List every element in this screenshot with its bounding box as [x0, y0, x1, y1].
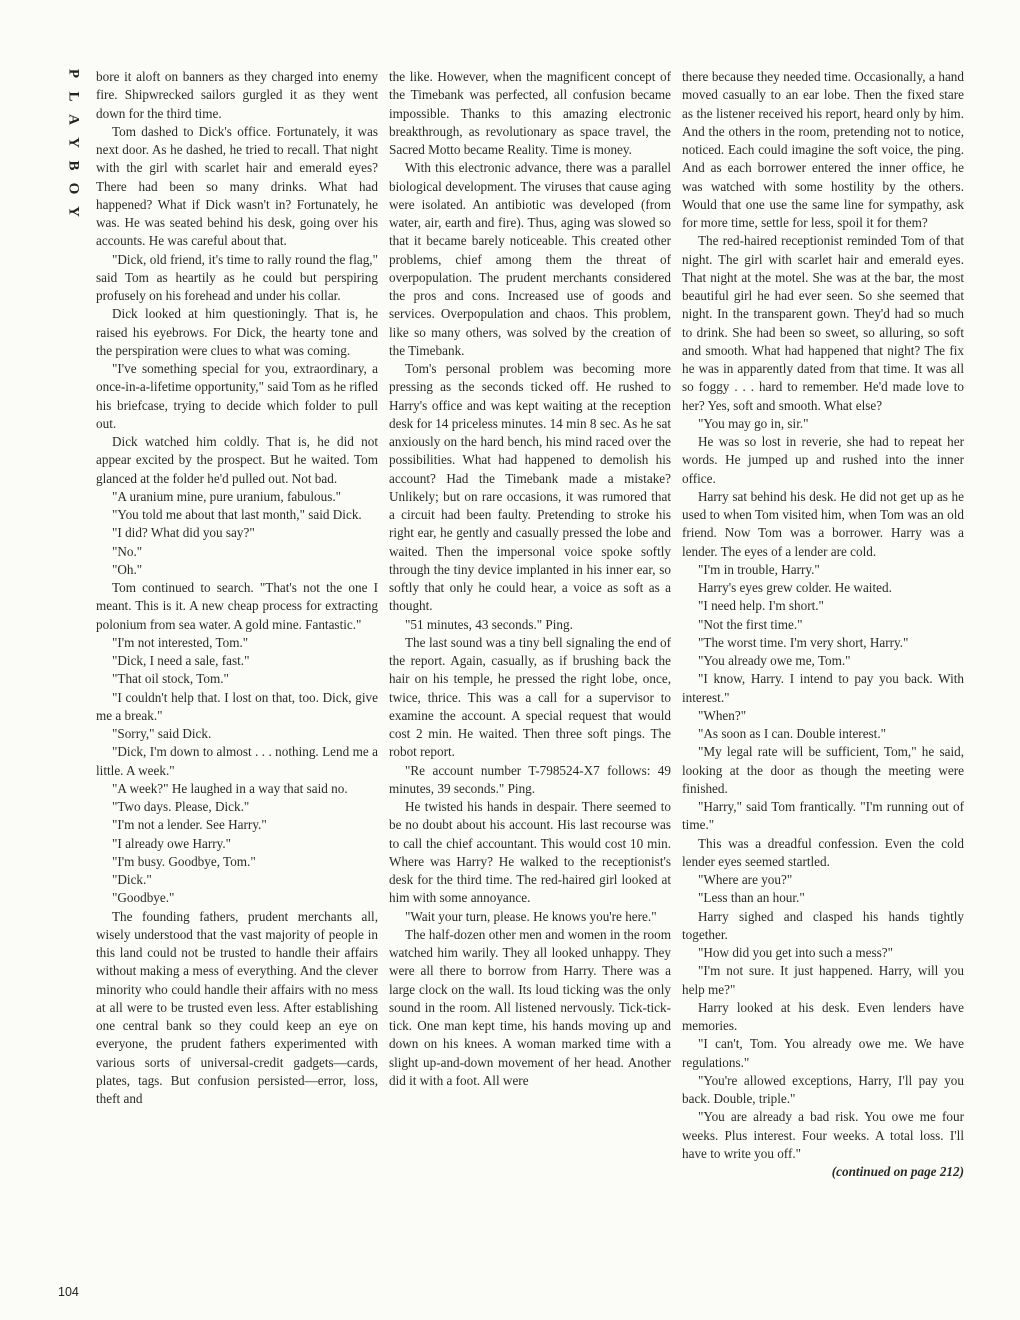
paragraph: bore it aloft on banners as they charged into enemy fire. Shipwrecked sailors gurgled it as they went down for the third time. [96, 69, 378, 121]
paragraph: "I did? What did you say?" [112, 525, 255, 541]
paragraph: He twisted his hands in despair. There seemed to be no doubt about his account. His last recourse was to call the chief accountant. This would cost 10 min. Where was Harry? He walked to the receptionist's desk for the third time. The red-haired girl looked at him with some annoyance. [389, 799, 671, 906]
paragraph: "My legal rate will be sufficient, Tom," he said, looking at the door as though the meeting were finished. [682, 744, 964, 796]
masthead-letter: L [65, 91, 82, 102]
masthead-letter: B [65, 160, 82, 171]
paragraph: "Not the first time." [698, 616, 803, 632]
paragraph: "Re account number T-798524-X7 follows: 49 minutes, 39 seconds." Ping. [389, 762, 671, 796]
paragraph: With this electronic advance, there was a parallel biological development. The viruses that cause aging were isolated. An antibiotic was developed (from water, air, earth and fire). Thus, aging was slowed so that it became barely noticeable. This created other problems, chief among them the threat of overpopulation. The prudent merchants considered the pros and cons. Increased use of goods and services. Overpopulation and chaos. This problem, like so many others, was solved by the creation of the Timebank. [389, 160, 671, 358]
paragraph: "Dick." [112, 872, 152, 887]
paragraph: Tom continued to search. "That's not the one I meant. This is it. A new cheap process for extracting polonium from sea water. A gold mine. Fantastic." [96, 580, 378, 632]
continuation-note: (continued on page 212) [831, 1164, 964, 1179]
page-number: 104 [58, 1285, 79, 1299]
paragraph: "I need help. I'm short." [698, 598, 824, 614]
text-column-1 [96, 68, 378, 1108]
paragraph: This was a dreadful confession. Even the cold lender eyes seemed startled. [682, 835, 964, 869]
paragraph: "Wait your turn, please. He knows you're here." [405, 908, 657, 924]
masthead-letter: Y [65, 206, 82, 217]
paragraph: "You told me about that last month," said Dick. [112, 507, 362, 522]
paragraph: "The worst time. I'm very short, Harry." [698, 634, 909, 650]
paragraph: "No." [112, 543, 143, 559]
magazine-name [60, 62, 82, 223]
paragraph: "I'm not interested, Tom." [112, 634, 249, 650]
paragraph: "I'm busy. Goodbye, Tom." [112, 853, 256, 869]
paragraph: "How did you get into such a mess?" [698, 945, 893, 960]
paragraph: Harry's eyes grew colder. He waited. [698, 580, 892, 595]
paragraph: "I'm in trouble, Harry." [698, 561, 820, 577]
paragraph: "51 minutes, 43 seconds." Ping. [405, 616, 573, 632]
paragraph: "Oh." [112, 561, 143, 577]
text-column-2 [389, 68, 671, 1090]
paragraph: "Less than an hour." [698, 890, 805, 906]
paragraph: "A uranium mine, pure uranium, fabulous." [112, 488, 342, 504]
paragraph: there because they needed time. Occasionally, a hand moved casually to an ear lobe. Then the fixed stare as the listener received his report, heard only by him. And the others in the room, pretending not to notice, noticed. Each could imagine the soft voice, the ping. And as each borrower entered the inner office, he was watched with some hostility by the others. Would that one use the same line for sympathy, ask for more time, settle for less, spoil it for them? [682, 69, 964, 230]
paragraph: "Dick, I need a sale, fast." [112, 653, 250, 668]
paragraph: "Sorry," said Dick. [112, 726, 212, 741]
paragraph: "I can't, Tom. You already owe me. We have regulations." [682, 1036, 964, 1070]
paragraph: "Dick, I'm down to almost . . . nothing. Lend me a little. A week." [96, 744, 378, 778]
paragraph: "You're allowed exceptions, Harry, I'll pay you back. Double, triple." [682, 1072, 964, 1106]
paragraph: the like. However, when the magnificent concept of the Timebank was perfected, all confusion became impossible. Thanks to this amazing electronic breakthrough, as revolutionary as space travel, the Sacred Motto became Reality. Time is money. [389, 69, 671, 157]
paragraph: He was so lost in reverie, she had to repeat her words. He jumped up and rushed into the inner office. [682, 434, 964, 486]
masthead-letter: A [65, 114, 82, 125]
paragraph: The founding fathers, prudent merchants all, wisely understood that the vast majority of people in this land could not be trusted to handle their affairs without making a mess of everything. And the clever minority who could handle their affairs with no mess at all were to be trusted even less. After establishing one central bank so they could keep an eye on everyone, the prudent fathers experimented with various sorts of universal-credit gadgets—cards, plates, tags. But confusion persisted—error, loss, theft and [96, 908, 378, 1106]
masthead-letter: O [65, 182, 82, 195]
paragraph: Tom's personal problem was becoming more pressing as the seconds ticked off. He rushed to Harry's office and was kept waiting at the reception desk for 14 priceless minutes. 14 min 8 sec. As he sat anxiously on the hard bench, his mind raced over the possibilities. What had happened to demolish his account? Had the Timebank made a mistake? Unlikely; but on rare occasions, it was rumored that a circuit had been faulty. Pretending to stroke his right ear, he gently and casually pressed the lobe and waited. Then the impersonal voice spoke softly through the tiny device implanted in his inner ear, so softly that only he could hear, a voice as soft as a thought. [389, 361, 671, 614]
paragraph: The red-haired receptionist reminded Tom of that night. The girl with scarlet hair and emerald eyes. That night at the motel. She was at the bar, the most beautiful girl he had ever seen. So she seemed that night. In the transparent gown. They'd had so much to drink. She had been so sweet, so alluring, so soft and smooth. What had happened that night? The fix he was in apparently dated from that time. It was all so foggy . . . hard to remember. He'd made love to her? Yes, soft and smooth. What else? [682, 233, 964, 413]
masthead-letter: P [65, 68, 82, 79]
paragraph: "I couldn't help that. I lost on that, too. Dick, give me a break." [96, 689, 378, 723]
paragraph: Tom dashed to Dick's office. Fortunately, it was next door. As he dashed, he tried to recall. That night with the girl with scarlet hair and emerald eyes? There had been so many drinks. What had happened? What if Dick wasn't in? Fortunately, he was. He was seated behind his desk, going over his accounts. He was careful about that. [96, 123, 378, 249]
text-column-3 [682, 68, 964, 1181]
paragraph: "I already owe Harry." [112, 835, 232, 851]
paragraph: Dick looked at him questioningly. That is, he raised his eyebrows. For Dick, the hearty tone and the perspiration were clues to what was coming. [96, 306, 378, 358]
paragraph: "I know, Harry. I intend to pay you back. With interest." [682, 671, 964, 705]
paragraph: "Two days. Please, Dick." [112, 799, 250, 814]
masthead-letter: Y [65, 137, 82, 148]
paragraph: "When?" [698, 707, 747, 723]
paragraph: "As soon as I can. Double interest." [698, 726, 887, 741]
paragraph: "Dick, old friend, it's time to rally round the flag," said Tom as heartily as he could but perspiring profusely on his forehead and under his collar. [96, 251, 378, 303]
paragraph: The half-dozen other men and women in the room watched him warily. They all looked unhappy. They were all there to borrow from Harry. There was a large clock on the wall. Its loud ticking was the only sound in the room. All listened nervously. Tick-tick-tick. One man kept time, his hands moving up and down on his knees. A woman marked time with a slight up-and-down movement of her head. Another did it with a foot. All were [389, 926, 671, 1088]
paragraph: Harry sat behind his desk. He did not get up as he used to when Tom visited him, when Tom was an old friend. Now Tom was a borrower. Harry was a lender. The eyes of a lender are cold. [682, 488, 964, 559]
paragraph: "You are already a bad risk. You owe me four weeks. Plus interest. Four weeks. A total loss. I'll have to write you off." [682, 1109, 964, 1161]
paragraph: "That oil stock, Tom." [112, 671, 229, 687]
paragraph: "I'm not a lender. See Harry." [112, 817, 267, 833]
paragraph: Harry looked at his desk. Even lenders have memories. [682, 999, 964, 1033]
paragraph: Harry sighed and clasped his hands tightly together. [682, 908, 964, 942]
paragraph: "Harry," said Tom frantically. "I'm running out of time." [682, 799, 964, 833]
paragraph: "Where are you?" [698, 872, 793, 887]
paragraph: "You may go in, sir." [698, 415, 809, 431]
paragraph: "I'm not sure. It just happened. Harry, will you help me?" [682, 963, 964, 997]
paragraph: "I've something special for you, extraordinary, a once-in-a-lifetime opportunity," said Tom as he rifled his briefcase, trying to decide which folder to pull out. [96, 361, 378, 431]
paragraph: "Goodbye." [112, 890, 175, 906]
paragraph: "You already owe me, Tom." [698, 653, 851, 668]
paragraph: "A week?" He laughed in a way that said no. [112, 780, 348, 796]
paragraph: The last sound was a tiny bell signaling the end of the report. Again, casually, as if brushing back the hair on his temple, he pressed the right lobe, once, twice, thrice. This was a call for a supervisor to examine the account. A special request that would cost 2 min. He waited. Then three soft pings. The robot report. [389, 634, 671, 760]
paragraph: Dick watched him coldly. That is, he did not appear excited by the prospect. But he waited. Tom glanced at the folder he'd pulled out. Not bad. [96, 434, 378, 486]
